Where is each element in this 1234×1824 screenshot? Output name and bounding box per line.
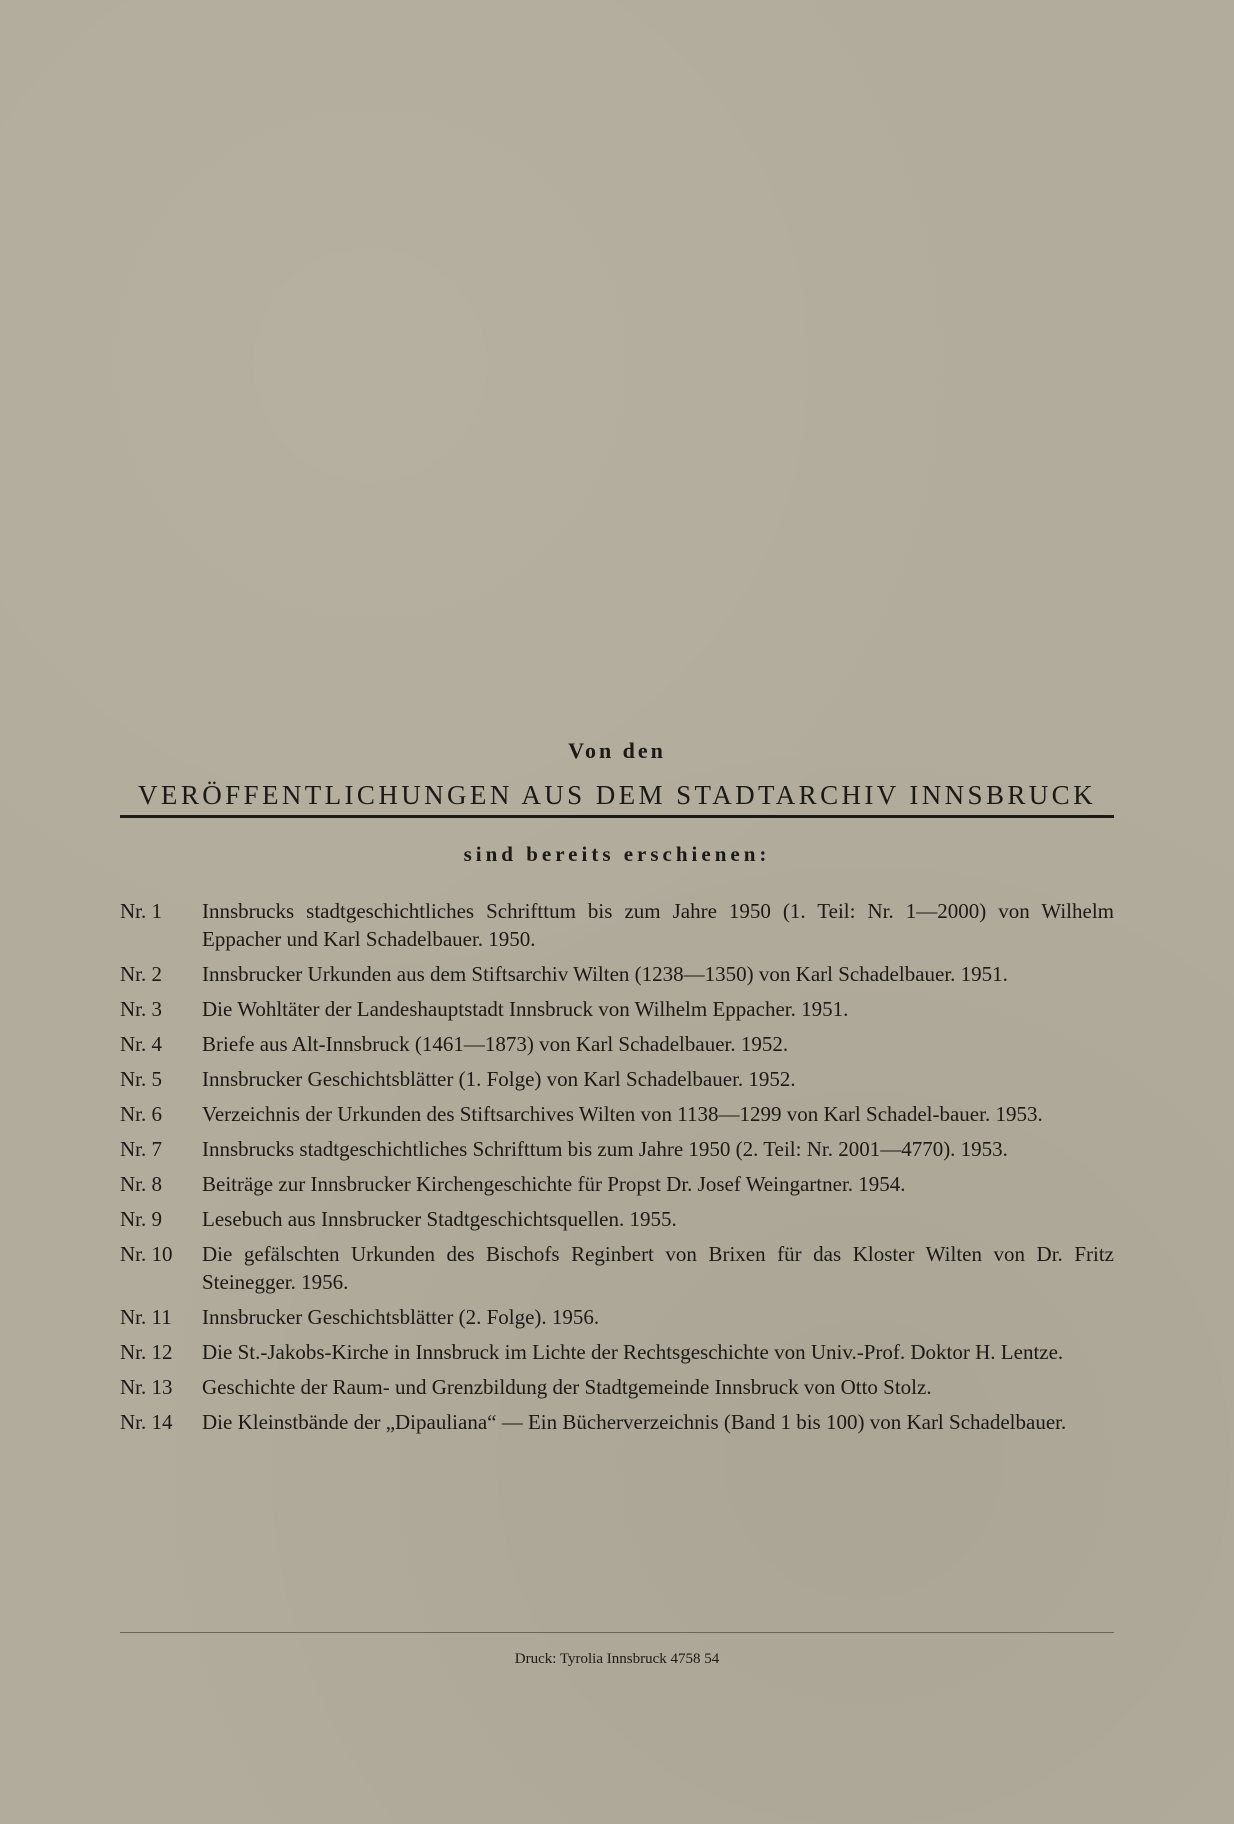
list-item — [120, 1170, 1114, 1198]
entry-text: Innsbrucker Geschichtsblätter (2. Folge). 1956. — [202, 1305, 600, 1329]
entry-text: Die Kleinstbände der „Dipauliana“ — Ein Bücherverzeichnis (Band 1 bis 100) von Karl Schadelbauer. — [202, 1410, 1067, 1434]
entry-number: Nr. 12 — [120, 1340, 173, 1364]
list-item — [120, 1408, 1114, 1436]
list-item — [120, 960, 1114, 988]
footer-divider — [120, 1632, 1114, 1633]
entry-number: Nr. 4 — [120, 1032, 162, 1056]
entry-number: Nr. 7 — [120, 1137, 162, 1161]
entry-text: Die St.-Jakobs-Kirche in Innsbruck im Lichte der Rechtsgeschichte von Univ.-Prof. Doktor H. Lentze. — [202, 1340, 1064, 1364]
printer-imprint: Druck: Tyrolia Innsbruck 4758 54 — [514, 1651, 720, 1667]
entry-number: Nr. 8 — [120, 1172, 162, 1196]
list-subtitle: sind bereits erschienen: — [463, 842, 771, 866]
list-item — [120, 1373, 1114, 1401]
entry-text: Innsbrucker Urkunden aus dem Stiftsarchiv Wilten (1238—1350) von Karl Schadelbauer. 1951. — [202, 962, 1008, 986]
entry-number: Nr. 14 — [120, 1410, 173, 1434]
series-title: VERÖFFENTLICHUNGEN AUS DEM STADTARCHIV INNSBRUCK — [120, 780, 1114, 818]
entry-text: Briefe aus Alt-Innsbruck (1461—1873) von Karl Schadelbauer. 1952. — [202, 1032, 789, 1056]
list-item — [120, 1065, 1114, 1093]
entry-number: Nr. 5 — [120, 1067, 162, 1091]
entry-text: Lesebuch aus Innsbrucker Stadtgeschichtsquellen. 1955. — [202, 1207, 677, 1231]
entry-text: Innsbrucker Geschichtsblätter (1. Folge) von Karl Schadelbauer. 1952. — [202, 1067, 796, 1091]
entry-text: Die gefälschten Urkunden des Bischofs Reginbert von Brixen für das Kloster Wilten von Dr. Fritz Steinegger. 1956. — [202, 1242, 1114, 1294]
entry-number: Nr. 2 — [120, 962, 162, 986]
intro-heading: Von den — [568, 738, 666, 763]
list-item — [120, 1338, 1114, 1366]
entry-text: Beiträge zur Innsbrucker Kirchengeschichte für Propst Dr. Josef Weingartner. 1954. — [202, 1172, 906, 1196]
entry-number: Nr. 1 — [120, 899, 162, 923]
list-item — [120, 1135, 1114, 1163]
entry-text: Geschichte der Raum- und Grenzbildung der Stadtgemeinde Innsbruck von Otto Stolz. — [202, 1375, 932, 1399]
list-item — [120, 1030, 1114, 1058]
entry-number: Nr. 6 — [120, 1102, 162, 1126]
list-item — [120, 1205, 1114, 1233]
list-item — [120, 995, 1114, 1023]
entry-number: Nr. 11 — [120, 1305, 172, 1329]
publication-list-section — [120, 738, 1114, 1443]
entry-text: Verzeichnis der Urkunden des Stiftsarchives Wilten von 1138—1299 von Karl Schadel-bauer. 1953. — [202, 1102, 1043, 1126]
entry-text: Innsbrucks stadtgeschichtliches Schrifttum bis zum Jahre 1950 (1. Teil: Nr. 1—2000) von Wilhelm Eppacher und Karl Schadelbauer. 1950. — [202, 899, 1114, 951]
publication-list — [120, 897, 1114, 1436]
list-item — [120, 897, 1114, 953]
entry-number: Nr. 10 — [120, 1242, 173, 1266]
entry-number: Nr. 13 — [120, 1375, 173, 1399]
list-item — [120, 1240, 1114, 1296]
list-item — [120, 1100, 1114, 1128]
entry-text: Innsbrucks stadtgeschichtliches Schrifttum bis zum Jahre 1950 (2. Teil: Nr. 2001—4770). 1953. — [202, 1137, 1008, 1161]
entry-number: Nr. 3 — [120, 997, 162, 1021]
entry-number: Nr. 9 — [120, 1207, 162, 1231]
list-item — [120, 1303, 1114, 1331]
entry-text: Die Wohltäter der Landeshauptstadt Innsbruck von Wilhelm Eppacher. 1951. — [202, 997, 849, 1021]
